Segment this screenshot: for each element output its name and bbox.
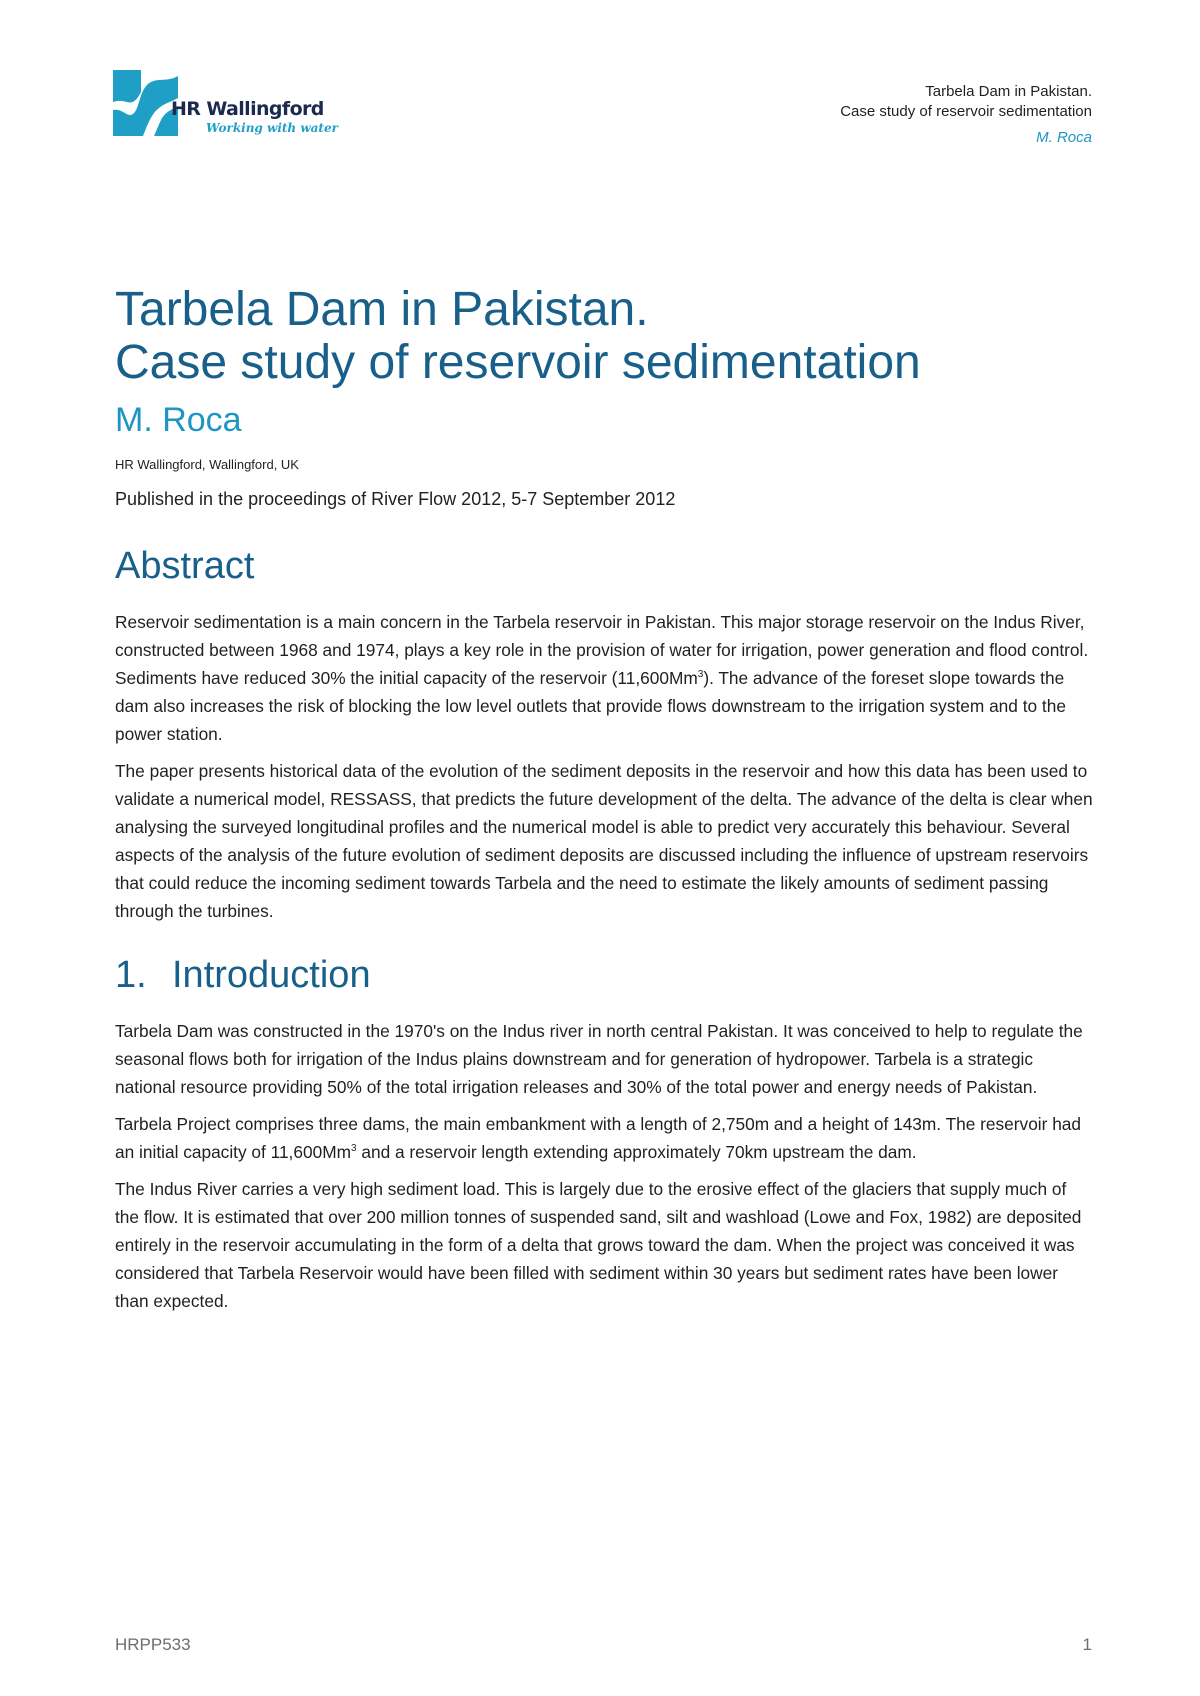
introduction-heading [115,953,1095,997]
section-number: 1. [115,954,147,996]
abstract-paragraph-2: The paper presents historical data of the evolution of the sediment deposits in the reservoir and how this data has been used to validate a numerical model, RESSASS, that predicts the future development of the delta. The advance of the delta is clear when analysing the surveyed longitudinal profiles and the numerical model is able to predict very accurately this behaviour. Several aspects of the analysis of the future evolution of sediment deposits are discussed including the influence of upstream reservoirs that could reduce the incoming sediment towards Tarbela and the need to estimate the likely amounts of sediment passing through the turbines. [115,761,1093,921]
footer-page-number: 1 [1082,1635,1092,1654]
title-line2: Case study of reservoir sedimentation [115,336,921,389]
abstract-paragraph-1 [115,608,1095,748]
wave-logo-icon [113,70,178,136]
running-author: M. Roca [1036,129,1092,146]
abstract-p1-text-a: Reservoir sedimentation is a main concern in the Tarbela reservoir in Pakistan. This major storage reservoir on the Indus River, constructed between 1968 and 1974, plays a key role in the provision of water for irrigation, power generation and flood control. Sediments have reduced 30% the initial capacity of the reservoir (11,600Mm [115,612,1089,688]
author-affiliation: HR Wallingford, Wallingford, UK [115,457,299,472]
author-name: M. Roca [115,401,242,439]
intro-paragraph-1: Tarbela Dam was constructed in the 1970's on the Indus river in north central Pakistan. It was conceived to help to regulate the seasonal flows both for irrigation of the Indus plains downstream and for generation of hydropower. Tarbela is a strategic national resource providing 50% of the total irrigation releases and 30% of the total power and energy needs of Pakistan. [115,1021,1083,1097]
abstract-p1-text-b: ). The advance of the foreset slope towards the dam also increases the risk of blocking the low level outlets that provide flows downstream to the irrigation system and to the power station. [115,668,1066,744]
intro-p2-text-a: Tarbela Project comprises three dams, the main embankment with a length of 2,750m and a height of 143m. The reservoir had an initial capacity of 11,600Mm [115,1114,1082,1162]
page-content [115,283,1095,1324]
hr-wallingford-logo [113,70,338,140]
intro-p2-text-b: and a reservoir length extending approximately 70km upstream the dam. [356,1142,917,1162]
intro-paragraph-2 [115,1110,1095,1166]
footer-document-code: HRPP533 [115,1635,191,1654]
running-title-line2: Case study of reservoir sedimentation [840,103,1092,120]
running-header [840,82,1092,148]
superscript-cubed: 3 [697,669,704,681]
section-title: Introduction [172,954,371,996]
title-line1: Tarbela Dam in Pakistan. [115,283,649,336]
logo-tagline: Working with water [206,121,338,135]
paper-title [115,283,1095,389]
running-title-line1: Tarbela Dam in Pakistan. [925,83,1092,100]
logo-name: HR Wallingford [171,98,324,120]
abstract-heading: Abstract [115,545,255,587]
intro-paragraph-3: The Indus River carries a very high sediment load. This is largely due to the erosive effect of the glaciers that supply much of the flow. It is estimated that over 200 million tonnes of suspended sand, silt and washload (Lowe and Fox, 1982) are deposited entirely in the reservoir accumulating in the form of a delta that grows toward the dam. When the project was conceived it was considered that Tarbela Reservoir would have been filled with sediment within 30 years but sediment rates have been lower than expected. [115,1179,1082,1311]
superscript-cubed: 3 [350,1143,357,1155]
publication-note: Published in the proceedings of River Flow 2012, 5-7 September 2012 [115,489,676,509]
